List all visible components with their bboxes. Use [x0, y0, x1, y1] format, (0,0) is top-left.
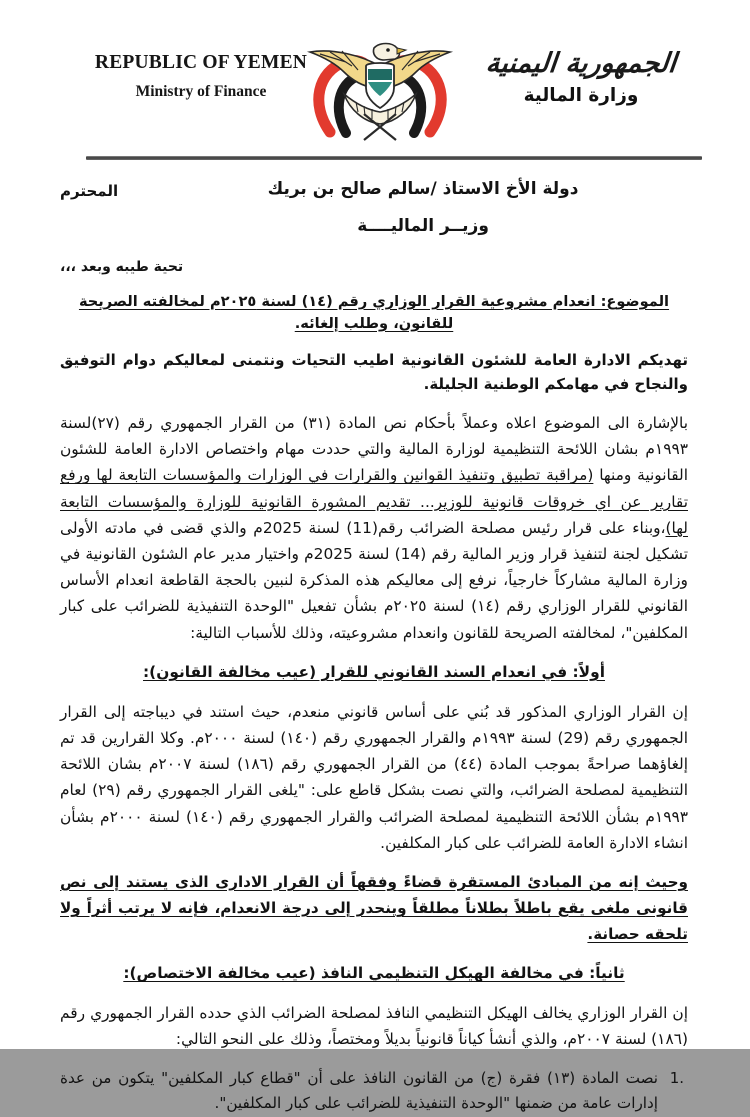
document-body [60, 176, 688, 1117]
main-paragraph [60, 410, 688, 646]
section-two-paragraph: إن القرار الوزاري يخالف الهيكل التنظيمي النافذ لمصلحة الضرائب الذي حدده القرار الجمهوري رقم (١٨٦) لسنة ٢٠٠٧م، والذي أنشأ كياناً قانونياً بديلاً ومختصاً، وذلك على النحو التالي: [60, 1004, 688, 1049]
addressee-respect-word: المحترم [60, 182, 119, 200]
main-paragraph-underlined: (مراقبة تطبيق وتنفيذ القوانين والقرارات في الوزارات والمؤسسات التابعة لها ورفع تقارير عن اي خروقات قانونية للوزير... تقديم المشورة القانونية للوزارة والمؤسسات التابعة لها) [60, 466, 688, 537]
english-ministry-name: Ministry of Finance [135, 83, 267, 100]
list-item-text: نصت المادة (١٣) فقرة (ج) من القانون النافذ على أن "قطاع كبار المكلفين" يتكون من عدة إدارات عامة من ضمنها "الوحدة التنفيذية للضرائب على كبار المكلفين". [60, 1068, 658, 1113]
english-country-name: REPUBLIC OF YEMEN [94, 52, 308, 73]
list-item [60, 1066, 684, 1117]
section-one-paragraph: إن القرار الوزاري المذكور قد بُني على أساس قانوني منعدم، حيث استند في ديباجته إلى القرار الجمهوري رقم (29) لسنة ١٩٩٣م والقرار الجمهوري رقم (١٤٠) لسنة ٢٠٠٠م. وكلا القرارين قد تم إلغاؤهما صراحةً بموجب المادة (٤٤) من القرار الجمهوري رقم (١٨٦) لسنة ٢٠٠٧م بشان اللائحة التنظيمية لمصلحة الضرائب، والتي نصت بشكل قاطع على: "يلغى القرار الجمهوري رقم (٢٩) لعام ١٩٩٣م بشأن اللائحة التنظيمية لمصلحة الضرائب والقرار الجمهوري رقم (١٤٠) لسنة ٢٠٠٠م بشأن انشاء الادارة العامة للضرائب على كبار المكلفين. [60, 702, 688, 852]
main-paragraph-part2: ،وبناء على قرار رئيس مصلحة الضرائب رقم(11) لسنة 2025م والذي قضى في مادته الأولى تشكيل لجنة لتنفيذ قرار وزير المالية رقم (14) لسنة 2025م واختيار مدير عام الشئون القانونية في وزارة المالية مشاركاً خارجياً، نرفع إلى معاليكم هذه المذكرة لنبين بالحجة القاطعة انعدام الأساس القانوني للقرار الوزاري رقم (١٤) لسنة ٢٠٢٥م بشأن تفعيل "الوحدة التنفيذية للضرائب على كبار المكلفين"، لمخالفته الصريحة للقانون وانعدام مشروعيته، وذلك للأسباب التالية: [60, 518, 689, 642]
header-divider-rule [86, 156, 702, 160]
subject-line: الموضوع: انعدام مشروعية القرار الوزاري رقم (١٤) لسنة ٢٠٢٥م لمخالفته الصريحة للقانون، وطلب إلغائه. [78, 292, 670, 332]
letterhead [0, 0, 750, 150]
main-paragraph-part1: بالإشارة الى الموضوع اعلاه وعملاً بأحكام نص المادة (٣١) من القرار الجمهوري رقم (٢٧)لسنة ١٩٩٣م بشان اللائحة التنظيمية لوزارة المالية والتي حددت مهام واختصاص الادارة العامة للشئون القانونية ومنها [60, 414, 688, 485]
intro-paragraph: تهديكم الادارة العامة للشئون القانونية اطيب التحيات ونتمنى لمعاليكم دوام التوفيق والنجاح في مهامكم الوطنية الجليلة. [60, 350, 688, 393]
arabic-country-name: الجمهورية اليمنية [484, 48, 678, 79]
section-two-heading: ثانياً: في مخالفة الهيكل التنظيمي النافذ (عيب مخالفة الاختصاص): [123, 964, 625, 983]
section-one-heading: أولاً: في انعدام السند القانوني للقرار (عيب مخالفة القانون): [143, 662, 605, 681]
addressee-name: دولة الأخ الاستاذ /سالم صالح بن بريك [267, 179, 579, 199]
list-item-number: 1. [669, 1068, 684, 1087]
addressee-names [118, 176, 688, 240]
letterhead-arabic-block [456, 48, 706, 106]
yemen-eagle-emblem-icon [300, 32, 460, 144]
greeting-line: تحية طيبه وبعد ،،، [60, 259, 184, 276]
addressee-title: وزيــر الماليــــة [357, 215, 489, 236]
section-one-principle: وحيث إنه من المبادئ المستقرة قضاءً وفقهاً أن القرار الادارى الذى يستند إلى نص قانونى ملغى يقع باطلاً بطلاناً مطلقاً وينحدر إلى درجة الانعدام، فإنه لا يرتب أثراً ولا تلحقه حصانة. [60, 872, 688, 944]
addressee-block [60, 176, 688, 240]
letterhead-english-block [86, 52, 316, 101]
arabic-ministry-name: وزارة المالية [523, 85, 639, 106]
section-two-item-list [60, 1066, 688, 1117]
